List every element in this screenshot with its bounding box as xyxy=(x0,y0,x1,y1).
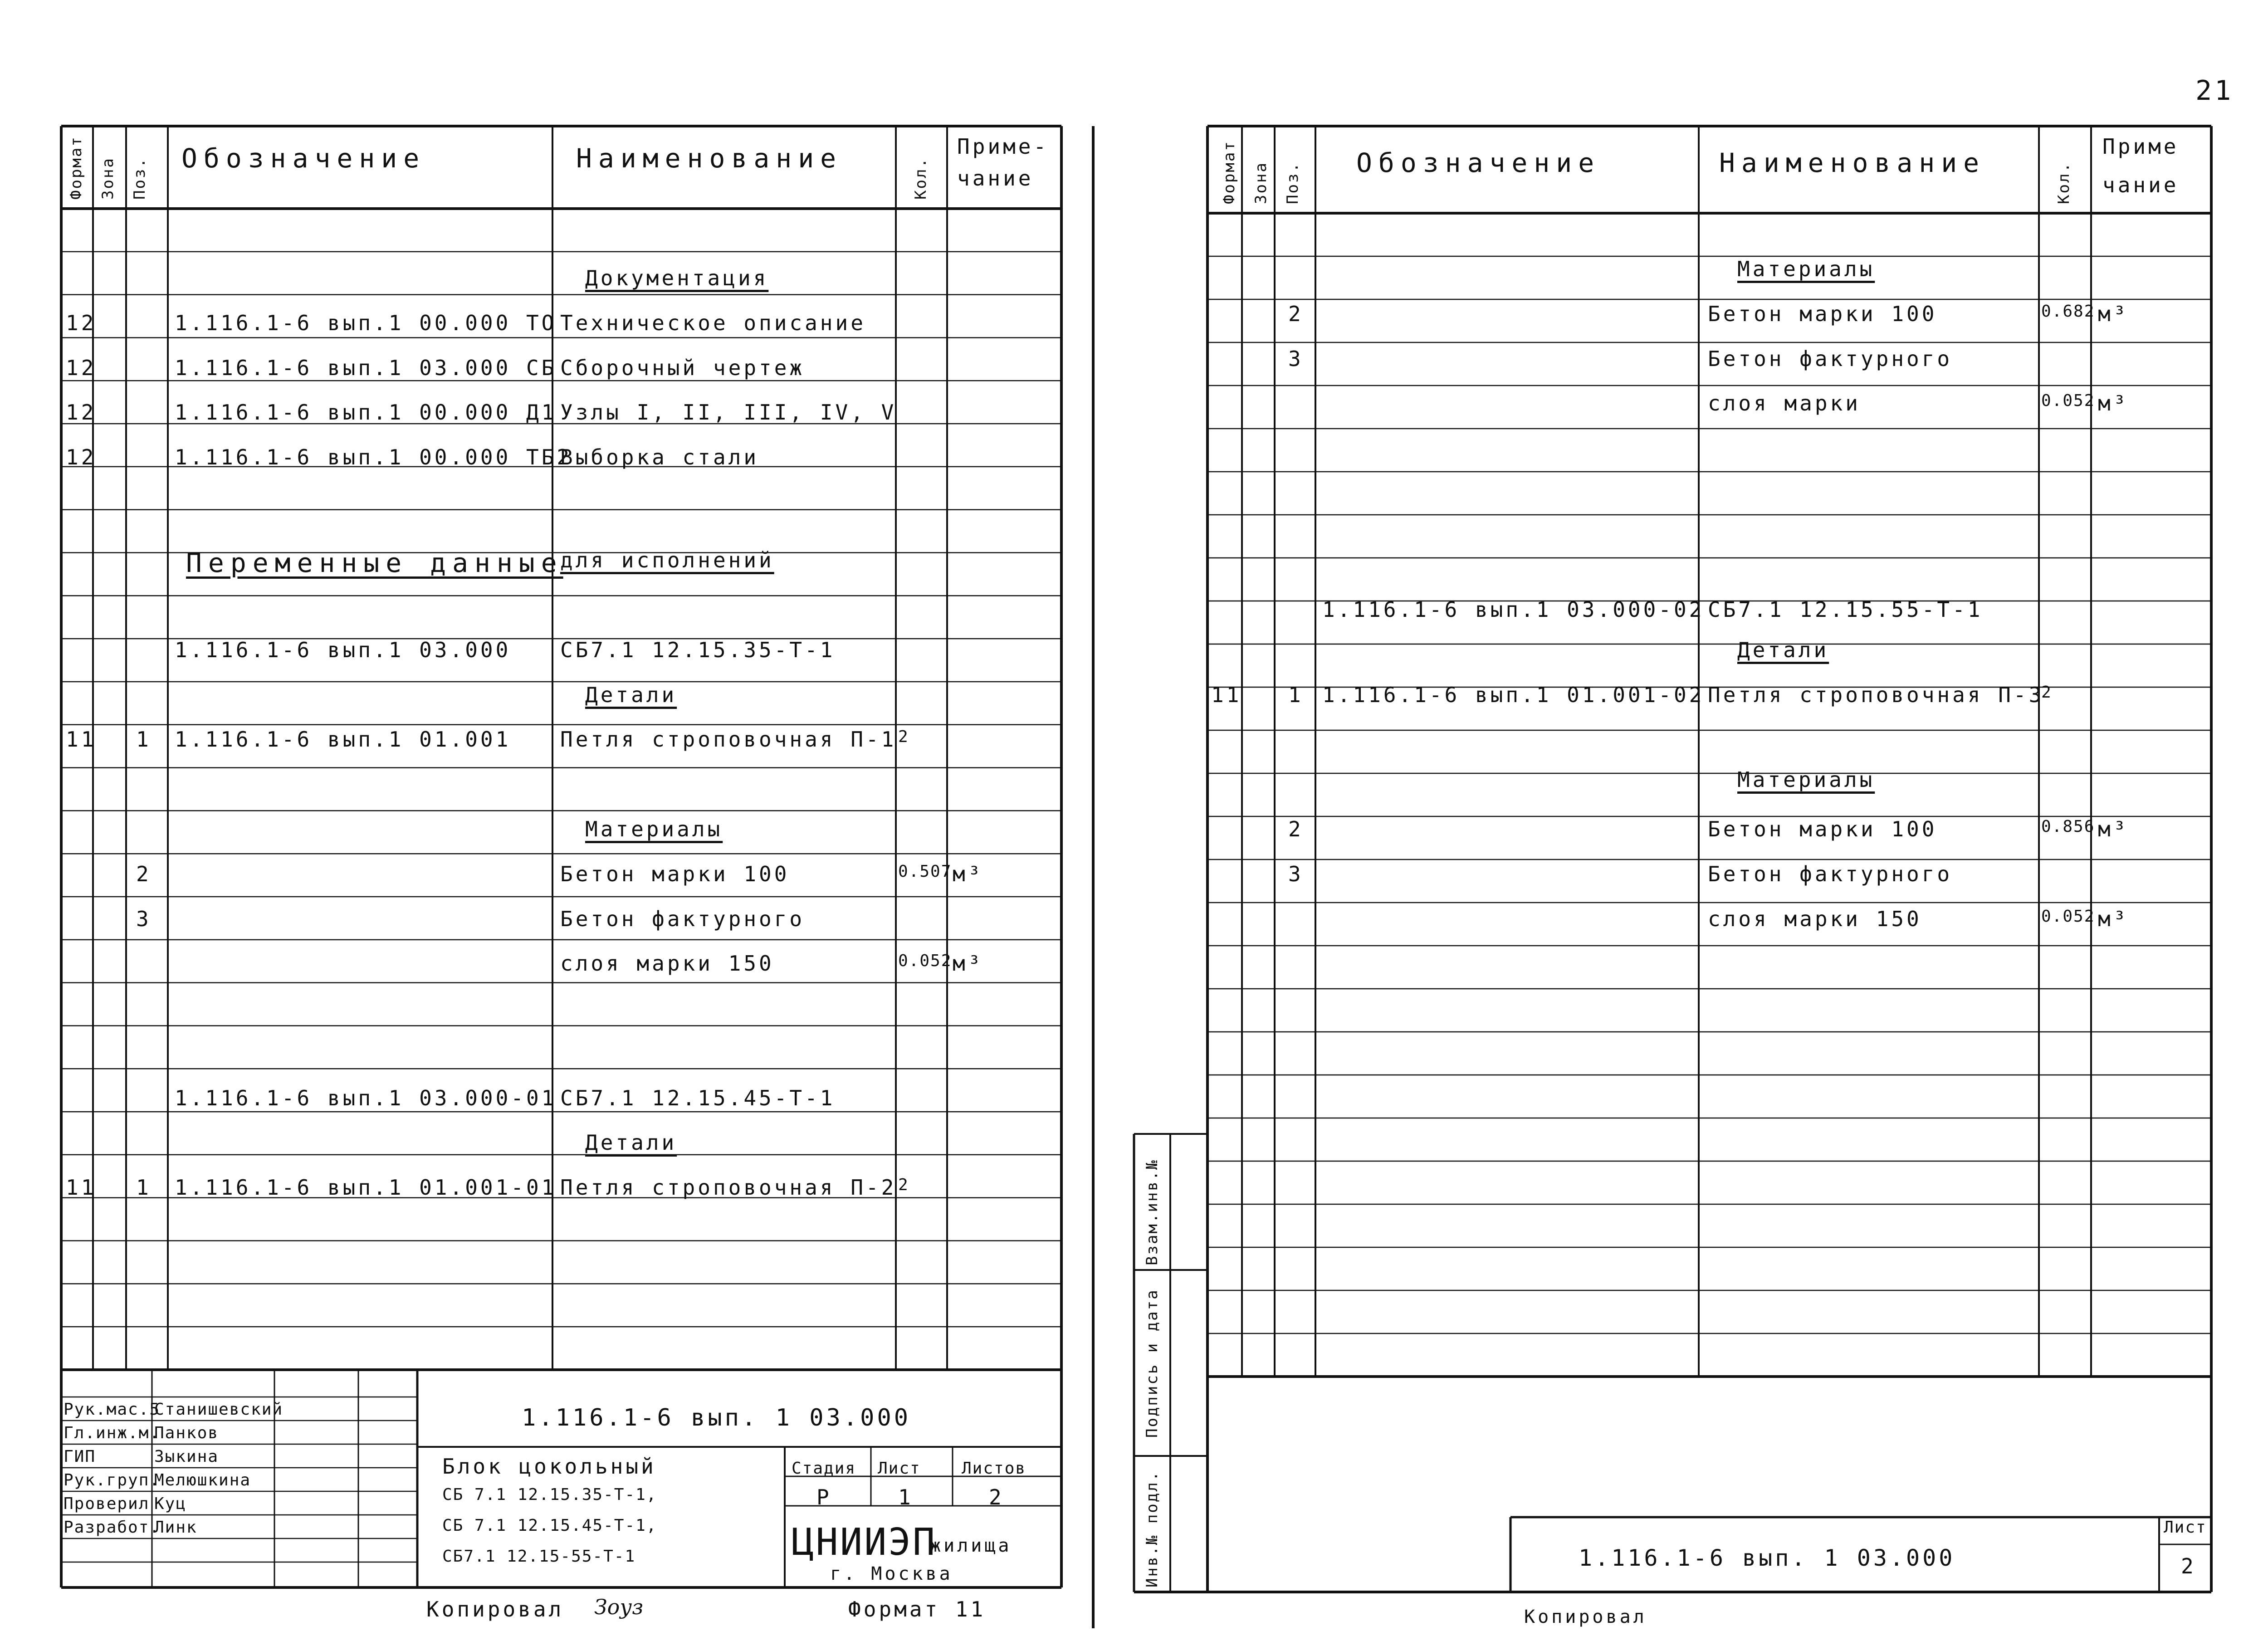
row-name: Детали xyxy=(1737,637,1829,662)
row-qty: 2 xyxy=(2041,683,2052,702)
row-name: Бетон марки 100 xyxy=(1708,301,1937,326)
header-designation: Обозначение xyxy=(181,143,426,174)
row-pos: 3 xyxy=(1288,346,1304,371)
row-zone: 2 xyxy=(136,861,152,886)
row-note: м³ xyxy=(2098,906,2129,931)
r-header-zone: Зона xyxy=(1252,161,1270,204)
role-name: Панков xyxy=(154,1424,219,1442)
role-label: ГИП xyxy=(64,1447,96,1466)
row-name: Материалы xyxy=(1737,767,1875,792)
r-header-pos: Поз. xyxy=(1284,161,1302,204)
row-pos: 2 xyxy=(1288,817,1304,841)
row-pos: 3 xyxy=(1288,861,1304,886)
header-name: Наименование xyxy=(576,143,843,174)
stamp-signature-date: Подпись и дата xyxy=(1143,1289,1161,1438)
copied-label: Копировал xyxy=(426,1597,564,1621)
row-note: м³ xyxy=(953,861,983,886)
row-name: слоя марки 150 xyxy=(1708,906,1922,931)
format-label: Формат 11 xyxy=(848,1597,986,1621)
row-name: Выборка стали xyxy=(560,445,759,470)
role-label: Проверил xyxy=(64,1494,150,1513)
row-name: Детали xyxy=(585,1130,677,1155)
row-pos: 1 xyxy=(1288,682,1304,707)
row-note: м³ xyxy=(953,951,983,976)
header-qty: Кол. xyxy=(912,157,930,200)
row-format: 12 xyxy=(66,355,97,380)
row-format: 11 xyxy=(66,1175,97,1200)
row-qty: 0.052 xyxy=(2041,907,2095,926)
stamp-inv-original: Инв.№ подл. xyxy=(1143,1470,1161,1587)
row-name: Документация xyxy=(585,266,769,290)
row-name: Бетон фактурного xyxy=(560,906,805,931)
sheet-label: Лист xyxy=(878,1459,921,1478)
org-main: ЦНИИЭП xyxy=(792,1521,937,1564)
header-format: Формат xyxy=(67,136,85,200)
row-name: Узлы I, II, III, IV, V xyxy=(560,400,897,425)
row-format: 12 xyxy=(66,445,97,470)
row-designation: 1.116.1-6 вып.1 01.001-01 xyxy=(175,1175,557,1200)
row-name: Детали xyxy=(585,682,677,707)
row-pos: 2 xyxy=(1288,301,1304,326)
row-name: Бетон фактурного xyxy=(1708,861,1953,886)
role-name: Куц xyxy=(154,1494,187,1513)
right-copied-label: Копировал xyxy=(1524,1607,1647,1627)
row-name: Сборочный чертеж xyxy=(560,355,805,380)
row-qty: 0.052 xyxy=(2041,391,2095,410)
row-designation: 1.116.1-6 вып.1 03.000 xyxy=(175,637,511,662)
row-name: Материалы xyxy=(1737,257,1875,281)
role-label: Разработ. xyxy=(64,1518,161,1537)
r-header-note-1: Приме xyxy=(2102,134,2179,159)
row-format: 12 xyxy=(66,400,97,425)
row-name: Петля строповочная П-3 xyxy=(1708,682,2044,707)
stage-label: Стадия xyxy=(792,1459,856,1478)
row-format: 11 xyxy=(66,727,97,752)
r-header-designation: Обозначение xyxy=(1356,147,1601,178)
row-pos: 1 xyxy=(136,727,152,752)
row-designation: 1.116.1-6 вып.1 01.001 xyxy=(175,727,511,752)
row-qty: 0.507 xyxy=(898,862,952,881)
title-line: СБ 7.1 12.15.35-Т-1, xyxy=(442,1485,657,1504)
title-line: СБ7.1 12.15-55-Т-1 xyxy=(442,1547,636,1566)
row-qty: 2 xyxy=(898,1176,909,1195)
role-name: Станишевский xyxy=(154,1400,284,1419)
row-qty: 2 xyxy=(898,728,909,747)
sheet-value: 1 xyxy=(898,1485,914,1509)
sheets-label: Листов xyxy=(962,1459,1026,1478)
row-name: Бетон марки 100 xyxy=(1708,817,1937,841)
title-line: Блок цокольный xyxy=(442,1454,656,1479)
row-designation: 1.116.1-6 вып.1 03.000-01 xyxy=(175,1085,557,1110)
row-name: Бетон фактурного xyxy=(1708,346,1953,371)
row-designation: 1.116.1-6 вып.1 01.001-02 xyxy=(1322,682,1705,707)
row-designation: 1.116.1-6 вып.1 03.000-02 xyxy=(1322,597,1705,622)
row-name: Петля строповочная П-2 xyxy=(560,1175,897,1200)
row-name: Материалы xyxy=(585,817,723,841)
row-zone: 3 xyxy=(136,906,152,931)
stamp-replace-inv: Взам.инв.№ xyxy=(1143,1159,1161,1265)
role-label: Рук.мас.5 xyxy=(64,1400,161,1419)
row-qty: 0.052 xyxy=(898,952,952,971)
title-line: СБ 7.1 12.15.45-Т-1, xyxy=(442,1516,657,1535)
r-header-qty: Кол. xyxy=(2055,161,2073,204)
row-designation: 1.116.1-6 вып.1 00.000 ТБ2 xyxy=(175,445,572,470)
row-name: слоя марки xyxy=(1708,391,1861,416)
left-title-code: 1.116.1-6 вып. 1 03.000 xyxy=(522,1404,911,1431)
role-name: Мелюшкина xyxy=(154,1471,251,1489)
row-pos: 1 xyxy=(136,1175,152,1200)
city: г. Москва xyxy=(830,1563,953,1584)
row-name: для исполнений xyxy=(560,548,774,573)
role-label: Рук.груп. xyxy=(64,1471,161,1489)
row-designation: 1.116.1-6 вып.1 00.000 Д1 xyxy=(175,400,557,425)
header-note-1: Приме- xyxy=(957,134,1049,159)
org-sub: жилища xyxy=(930,1535,1012,1556)
row-qty: 0.682 xyxy=(2041,302,2095,321)
role-name: Линк xyxy=(154,1518,197,1537)
row-format: 11 xyxy=(1211,682,1242,707)
right-sheet-value: 2 xyxy=(2181,1554,2196,1578)
row-name: СБ7.1 12.15.45-Т-1 xyxy=(560,1085,836,1110)
r-header-format: Формат xyxy=(1220,140,1238,204)
row-note: м³ xyxy=(2098,817,2129,841)
row-name: Техническое описание xyxy=(560,310,866,335)
row-designation: 1.116.1-6 вып.1 00.000 ТО xyxy=(175,310,557,335)
row-name: слоя марки 150 xyxy=(560,951,774,976)
row-designation: 1.116.1-6 вып.1 03.000 СБ xyxy=(175,355,557,380)
header-note-2: чание xyxy=(957,166,1034,190)
row-name: СБ7.1 12.15.35-Т-1 xyxy=(560,637,836,662)
row-note: м³ xyxy=(2098,301,2129,326)
role-label: Гл.инж.м. xyxy=(64,1424,161,1442)
header-pos: Поз. xyxy=(131,157,149,200)
header-zone: Зона xyxy=(99,157,117,200)
page-number: 21 xyxy=(2195,75,2234,107)
copied-signature: Зоуз xyxy=(594,1595,644,1619)
row-format: 12 xyxy=(66,310,97,335)
right-title-code: 1.116.1-6 вып. 1 03.000 xyxy=(1579,1545,1955,1571)
right-sheet-label: Лист xyxy=(2164,1518,2207,1537)
row-designation: Переменные данные xyxy=(186,547,563,579)
role-name: Зыкина xyxy=(154,1447,219,1466)
row-note: м³ xyxy=(2098,391,2129,416)
row-name: Петля строповочная П-1 xyxy=(560,727,897,752)
row-name: Бетон марки 100 xyxy=(560,861,790,886)
r-header-note-2: чание xyxy=(2102,173,2179,197)
r-header-name: Наименование xyxy=(1719,147,1986,178)
sheets-value: 2 xyxy=(989,1485,1004,1509)
row-qty: 0.856 xyxy=(2041,817,2095,836)
row-name: СБ7.1 12.15.55-Т-1 xyxy=(1708,597,1983,622)
stage-value: Р xyxy=(816,1485,832,1509)
